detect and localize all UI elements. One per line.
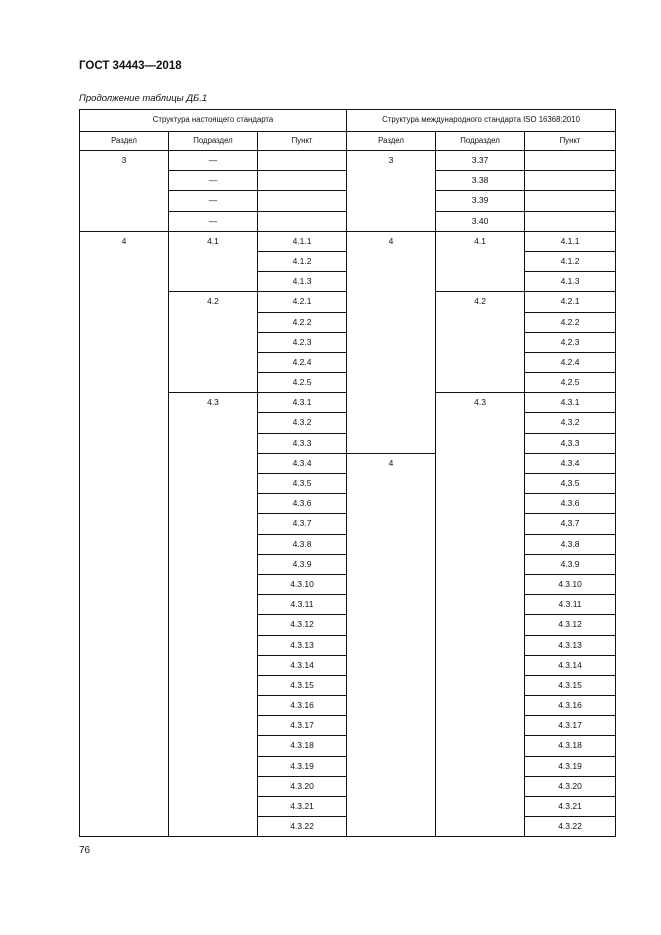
- table-cell: 4.3.8: [525, 534, 616, 554]
- table-cell: 4.3.20: [525, 776, 616, 796]
- column-header-row: [80, 132, 616, 151]
- table-cell: 4.3.1: [258, 393, 347, 413]
- table-cell: 3: [347, 151, 436, 232]
- column-header: Раздел: [80, 132, 169, 151]
- table-cell: 4.3.14: [525, 655, 616, 675]
- table-cell: 4.3.15: [525, 675, 616, 695]
- table-cell: 4.3.20: [258, 776, 347, 796]
- table-cell: 4.3.7: [258, 514, 347, 534]
- table-cell: 4: [80, 231, 169, 837]
- table-cell: 4.3.13: [258, 635, 347, 655]
- table-cell: 4.3.7: [525, 514, 616, 534]
- table-cell: 4.3.11: [258, 595, 347, 615]
- table-cell: 3.38: [436, 171, 525, 191]
- table-cell: —: [169, 151, 258, 171]
- table-cell: [525, 191, 616, 211]
- table-cell: 4.2.4: [525, 352, 616, 372]
- table-caption: Продолжение таблицы ДБ.1: [79, 93, 208, 104]
- table-cell: —: [169, 211, 258, 231]
- table-cell: 4.1.1: [258, 231, 347, 251]
- group-header-current-standard: Структура настоящего стандарта: [80, 110, 347, 132]
- table-cell: 4.3.18: [258, 736, 347, 756]
- table-cell: 4.3.12: [525, 615, 616, 635]
- table-cell: 4.1.2: [258, 251, 347, 271]
- table-cell: 4.3.2: [525, 413, 616, 433]
- table-cell: 4.3.19: [258, 756, 347, 776]
- table-cell: [525, 171, 616, 191]
- table-cell: 4.2.1: [258, 292, 347, 312]
- table-cell: 4.3.13: [525, 635, 616, 655]
- table-cell: 4.3.6: [525, 494, 616, 514]
- table-cell: 3: [80, 151, 169, 232]
- table-cell: 4.3.16: [258, 696, 347, 716]
- table-cell: 3.39: [436, 191, 525, 211]
- table-cell: [525, 211, 616, 231]
- table-cell: 4.3.12: [258, 615, 347, 635]
- table-cell: 4.3.19: [525, 756, 616, 776]
- table-cell: 4.3.11: [525, 595, 616, 615]
- table-cell: 4.3.4: [525, 453, 616, 473]
- table-cell: 4.3.15: [258, 675, 347, 695]
- column-header: Пункт: [258, 132, 347, 151]
- table-cell: [525, 151, 616, 171]
- table-cell: 4.3.18: [525, 736, 616, 756]
- table-cell: 4.3.21: [258, 797, 347, 817]
- table-cell: 4.3.2: [258, 413, 347, 433]
- table-cell: 4.3.17: [525, 716, 616, 736]
- document-title: ГОСТ 34443—2018: [79, 60, 182, 72]
- table-cell: 4.3.17: [258, 716, 347, 736]
- table-cell: 4.3.1: [525, 393, 616, 413]
- table-cell: 4.3.3: [525, 433, 616, 453]
- table-cell: 4.3.4: [258, 453, 347, 473]
- table-cell: 4.2.5: [258, 373, 347, 393]
- table-cell: 4.2.4: [258, 352, 347, 372]
- table-cell: 4.3.3: [258, 433, 347, 453]
- table-cell: 4: [347, 231, 436, 453]
- table-cell: [258, 171, 347, 191]
- table-cell: 4.3.9: [525, 554, 616, 574]
- table-cell: 4.2.2: [258, 312, 347, 332]
- table-row: [80, 231, 616, 251]
- table-cell: 4.3.22: [525, 817, 616, 837]
- table-cell: 4.3.16: [525, 696, 616, 716]
- table-cell: 4.2: [436, 292, 525, 393]
- page-number: 76: [79, 845, 91, 856]
- table-cell: 4.2.3: [525, 332, 616, 352]
- table-cell: —: [169, 191, 258, 211]
- table-cell: 4.3.21: [525, 797, 616, 817]
- table-cell: 4.3.14: [258, 655, 347, 675]
- table-cell: 4.1.1: [525, 231, 616, 251]
- table-cell: 4.2.5: [525, 373, 616, 393]
- table-cell: 4.1: [169, 231, 258, 292]
- table-cell: 3.40: [436, 211, 525, 231]
- correspondence-table: [79, 109, 616, 837]
- table-row: [80, 151, 616, 171]
- table-cell: 3.37: [436, 151, 525, 171]
- table-cell: 4.1: [436, 231, 525, 292]
- column-header: Раздел: [347, 132, 436, 151]
- table-cell: 4.1.3: [258, 272, 347, 292]
- table-cell: 4.2.3: [258, 332, 347, 352]
- column-header: Пункт: [525, 132, 616, 151]
- group-header-row: [80, 110, 616, 132]
- table-cell: 4: [347, 453, 436, 837]
- column-header: Подраздел: [169, 132, 258, 151]
- table-cell: 4.2.2: [525, 312, 616, 332]
- table-cell: —: [169, 171, 258, 191]
- table-cell: [258, 151, 347, 171]
- table-cell: 4.3.9: [258, 554, 347, 574]
- table-cell: 4.3.5: [258, 474, 347, 494]
- table-cell: 4.3.5: [525, 474, 616, 494]
- table-cell: 4.1.2: [525, 251, 616, 271]
- table-cell: 4.3.10: [525, 574, 616, 594]
- column-header: Подраздел: [436, 132, 525, 151]
- table-cell: 4.3.6: [258, 494, 347, 514]
- group-header-iso-standard: Структура международного стандарта ISO 16368:2010: [347, 110, 616, 132]
- table-cell: 4.3.8: [258, 534, 347, 554]
- table-cell: [258, 191, 347, 211]
- table-cell: 4.2: [169, 292, 258, 393]
- table-cell: 4.1.3: [525, 272, 616, 292]
- table-cell: 4.3: [436, 393, 525, 837]
- table-cell: 4.3: [169, 393, 258, 837]
- table-cell: 4.2.1: [525, 292, 616, 312]
- table-cell: 4.3.10: [258, 574, 347, 594]
- table-cell: 4.3.22: [258, 817, 347, 837]
- table-cell: [258, 211, 347, 231]
